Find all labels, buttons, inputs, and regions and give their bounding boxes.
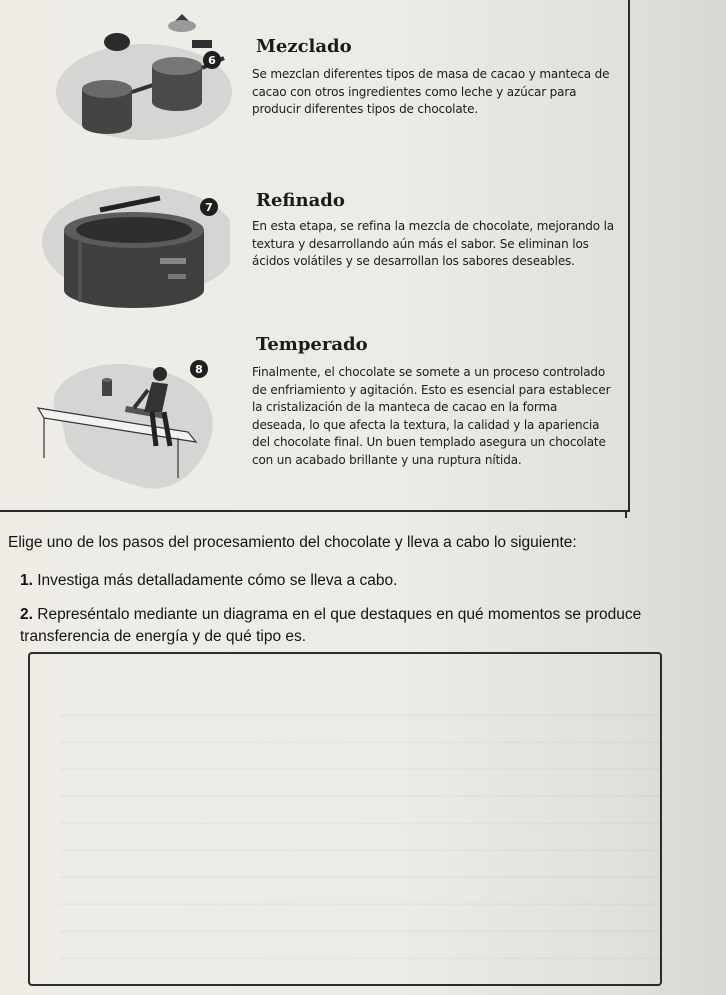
question-text: Investiga más detalladamente cómo se lleva a cabo.	[37, 572, 398, 589]
step-title: Temperado	[256, 334, 368, 355]
step-number-badge: 8	[190, 360, 208, 378]
question-text: Represéntalo mediante un diagrama en el que destaques en qué momentos se produce transferencia de energía y de qué tipo es.	[20, 606, 642, 645]
step-mezclado	[0, 0, 628, 160]
frame-tick	[625, 510, 627, 518]
step-number-badge: 6	[203, 51, 221, 69]
step-description: En esta etapa, se refina la mezcla de chocolate, mejorando la textura y desarrollando aún más el sabor. Se eliminan los ácidos volátiles y se desarrollan los sabores deseables.	[252, 219, 615, 269]
step-title: Refinado	[256, 190, 345, 211]
question-number: 1.	[20, 572, 33, 589]
step-temperado	[0, 330, 628, 510]
step-title: Mezclado	[256, 36, 352, 57]
question-1	[20, 570, 660, 592]
activity-instruction: Elige uno de los pasos del procesamiento del chocolate y lleva a cabo lo siguiente:	[8, 534, 577, 551]
question-2	[20, 604, 660, 648]
mixing-pots-icon	[52, 4, 242, 144]
step-description: Finalmente, el chocolate se somete a un proceso controlado de enfriamiento y agitación. Esto es esencial para establecer la cristalización de la manteca de cacao en la forma deseada, lo que afecta la textura, la calidad y la apariencia del chocolate final. Un buen templado asegura un chocolate con un acabado brillante y una ruptura nítida.	[252, 365, 611, 467]
answer-box[interactable]	[28, 652, 662, 986]
step-description: Se mezclan diferentes tipos de masa de cacao y manteca de cacao con otros ingredientes como leche y azúcar para producir diferentes tipos de chocolate.	[252, 67, 610, 117]
question-number: 2.	[20, 606, 33, 623]
step-number-badge: 7	[200, 198, 218, 216]
step-refinado	[0, 160, 628, 320]
